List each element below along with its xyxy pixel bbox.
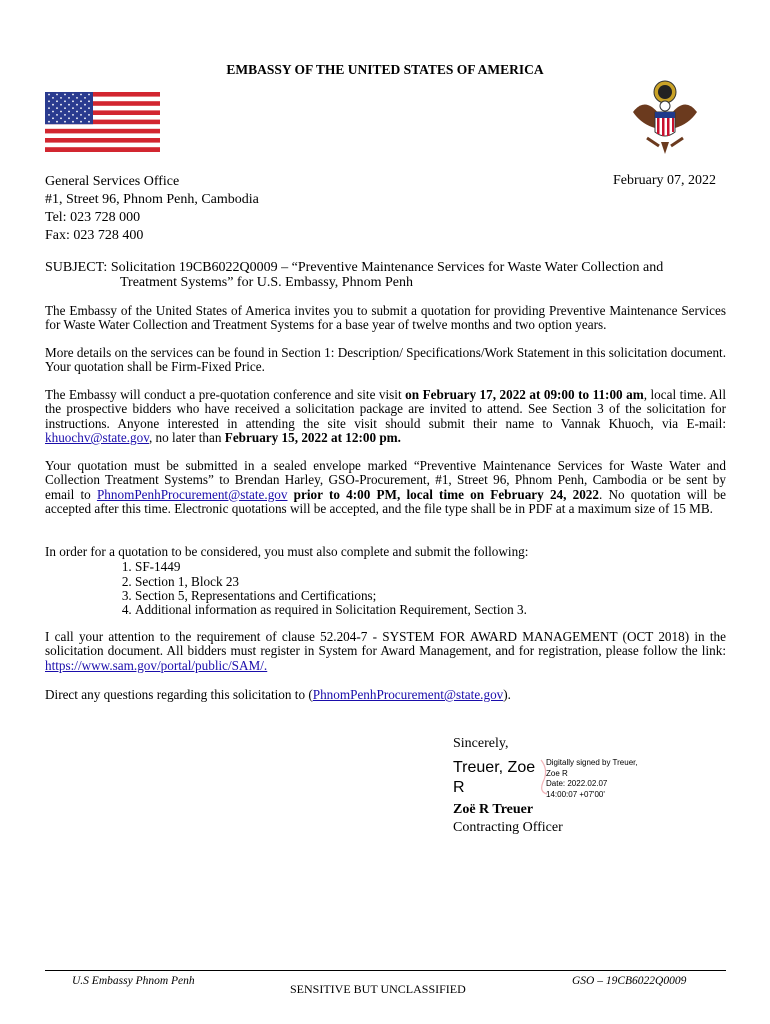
paragraph-submission bbox=[45, 459, 726, 516]
paragraph-requirements bbox=[45, 545, 726, 617]
flag-star bbox=[68, 111, 70, 113]
office-tel: Tel: 023 728 000 bbox=[45, 210, 141, 225]
text: I call your attention to the requirement of clause 52.204-7 - SYSTEM FOR AWARD MANAGEMENT (OCT 2018) in the solicitation document. All bidders must register in System for Award Management, and for registration, please follow the link: bbox=[45, 629, 726, 659]
flag-star bbox=[72, 114, 74, 116]
flag-star bbox=[88, 94, 90, 96]
subject-line-2: Treatment Systems” for U.S. Embassy, Phnom Penh bbox=[120, 275, 413, 290]
flag-star bbox=[84, 111, 86, 113]
site-visit-date: on February 17, 2022 at 09:00 to 11:00 am bbox=[405, 387, 644, 402]
closing-sincerely: Sincerely, bbox=[453, 736, 509, 751]
great-seal-icon bbox=[625, 76, 705, 160]
paragraph-invitation: The Embassy of the United States of America invites you to submit a quotation for providing Preventive Maintenance Services for Waste Water Collection and Treatment Systems for a base year of twelve months and two option years. bbox=[45, 303, 726, 333]
footer-left: U.S Embassy Phnom Penh bbox=[72, 975, 195, 987]
flag-star bbox=[76, 117, 78, 119]
us-flag-icon bbox=[45, 92, 160, 152]
flag-star bbox=[80, 114, 82, 116]
flag-star bbox=[48, 100, 50, 102]
flag-star bbox=[48, 114, 50, 116]
flag-star bbox=[52, 117, 54, 119]
paragraph-questions bbox=[45, 688, 726, 702]
flag-star bbox=[56, 114, 58, 116]
footer-right: GSO – 19CB6022Q0009 bbox=[572, 975, 687, 987]
flag-star bbox=[48, 107, 50, 109]
flag-star bbox=[88, 100, 90, 102]
flag-star bbox=[52, 97, 54, 99]
sig-detail-line: 14:00:07 +07'00' bbox=[546, 789, 605, 799]
flag-star bbox=[64, 100, 66, 102]
email-link-questions[interactable]: PhnomPenhProcurement@state.gov bbox=[312, 687, 504, 702]
list-item: 1. SF-1449 bbox=[135, 560, 726, 574]
flag-star bbox=[48, 121, 50, 123]
sender-address-block bbox=[45, 173, 259, 245]
flag-star bbox=[72, 100, 74, 102]
paragraph-details: More details on the services can be found in Section 1: Description/ Specifications/Work Statement in this solicitation document. Your quotation shall be Firm-Fixed Price. bbox=[45, 345, 726, 375]
office-name: General Services Office bbox=[45, 174, 180, 189]
deadline-site-visit: February 15, 2022 at 12:00 pm. bbox=[224, 429, 401, 445]
subject-line bbox=[45, 260, 735, 290]
flag-star bbox=[80, 94, 82, 96]
text: , local time. All the prospective bidders who have received a solicitation package are invited to attend. See Section 3 of the solicitation for instructions. Anyone interested in attending the site visit should submit their name to Vannak Khuoch, via E-mail: bbox=[45, 387, 726, 431]
sam-link[interactable]: https://www.sam.gov/portal/public/SAM/. bbox=[45, 657, 268, 673]
paragraph-site-visit bbox=[45, 388, 726, 445]
flag-star bbox=[76, 97, 78, 99]
flag-star bbox=[56, 94, 58, 96]
footer-classification: SENSITIVE BUT UNCLASSIFIED bbox=[290, 982, 466, 996]
flag-star bbox=[60, 104, 62, 106]
signature-details bbox=[546, 758, 656, 800]
flag-star bbox=[76, 111, 78, 113]
flag-star bbox=[52, 104, 54, 106]
flag-star bbox=[88, 114, 90, 116]
flag-star bbox=[84, 117, 86, 119]
flag-star bbox=[60, 117, 62, 119]
flag-star bbox=[68, 97, 70, 99]
email-link-khuoch[interactable]: khuochv@state.gov bbox=[45, 429, 149, 445]
flag-star bbox=[64, 107, 66, 109]
flag-star bbox=[68, 117, 70, 119]
email-link-procurement[interactable]: PhnomPenhProcurement@state.gov bbox=[96, 486, 288, 502]
flag-star bbox=[84, 97, 86, 99]
signature-name: Treuer, Zoe R bbox=[453, 759, 536, 796]
flag-star bbox=[88, 107, 90, 109]
signer-role: Contracting Officer bbox=[453, 820, 563, 835]
signer-name: Zoë R Treuer bbox=[453, 802, 534, 817]
requirements-intro: In order for a quotation to be considered, you must also complete and submit the following: bbox=[45, 544, 529, 559]
list-item: 2. Section 1, Block 23 bbox=[135, 575, 726, 589]
footer-divider bbox=[45, 970, 726, 971]
flag-star bbox=[56, 100, 58, 102]
sig-detail-line: Zoe R bbox=[546, 768, 568, 778]
flag-star bbox=[60, 97, 62, 99]
list-item: 4. Additional information as required in Solicitation Requirement, Section 3. bbox=[135, 603, 726, 617]
flag-star bbox=[60, 111, 62, 113]
text: , no later than bbox=[148, 429, 225, 445]
letter-date: February 07, 2022 bbox=[612, 173, 716, 188]
flag-star bbox=[80, 107, 82, 109]
sig-detail-line: Date: 2022.02.07 bbox=[546, 779, 608, 788]
submission-deadline: prior to 4:00 PM, local time on February 24, 2022 bbox=[287, 486, 599, 502]
office-fax: Fax: 023 728 400 bbox=[45, 228, 144, 243]
flag-star bbox=[72, 94, 74, 96]
flag-star bbox=[52, 111, 54, 113]
text: Your quotation must be submitted in a sealed envelope marked “Preventive Maintenance Services for Waste Water and Collection Treatment Systems” to Brendan Harley, GSO-Procurement, #1, Street 96, Phnom Penh, Cambodia or be sent by email to bbox=[45, 458, 726, 502]
flag-star bbox=[84, 104, 86, 106]
flag-star bbox=[56, 121, 58, 123]
text: ). bbox=[503, 687, 511, 702]
text: . No quotation will be accepted after this time. Electronic quotations will be accepted, and the file type shall be in PDF at a maximum size of 15 MB. bbox=[45, 486, 726, 516]
paragraph-sam bbox=[45, 630, 726, 673]
flag-star bbox=[88, 121, 90, 123]
sig-detail-line: Digitally signed by Treuer, bbox=[546, 758, 638, 767]
digital-signature[interactable] bbox=[453, 756, 753, 799]
flag-star bbox=[72, 107, 74, 109]
list-item: 3. Section 5, Representations and Certifications; bbox=[135, 589, 726, 603]
flag-star bbox=[64, 94, 66, 96]
page-title: EMBASSY OF THE UNITED STATES OF AMERICA bbox=[226, 62, 544, 77]
requirements-list bbox=[45, 560, 726, 617]
flag-star bbox=[80, 100, 82, 102]
text: The Embassy will conduct a pre-quotation conference and site visit bbox=[45, 387, 406, 402]
flag-star bbox=[76, 104, 78, 106]
flag-star bbox=[64, 114, 66, 116]
subject-line-1: SUBJECT: Solicitation 19CB6022Q0009 – “Preventive Maintenance Services for Waste Water Collection and bbox=[45, 260, 664, 275]
flag-star bbox=[72, 121, 74, 123]
flag-star bbox=[56, 107, 58, 109]
flag-star bbox=[80, 121, 82, 123]
text: Direct any questions regarding this solicitation to ( bbox=[45, 687, 313, 702]
office-street: #1, Street 96, Phnom Penh, Cambodia bbox=[45, 192, 259, 207]
flag-star bbox=[64, 121, 66, 123]
flag-star bbox=[68, 104, 70, 106]
flag-star bbox=[48, 94, 50, 96]
